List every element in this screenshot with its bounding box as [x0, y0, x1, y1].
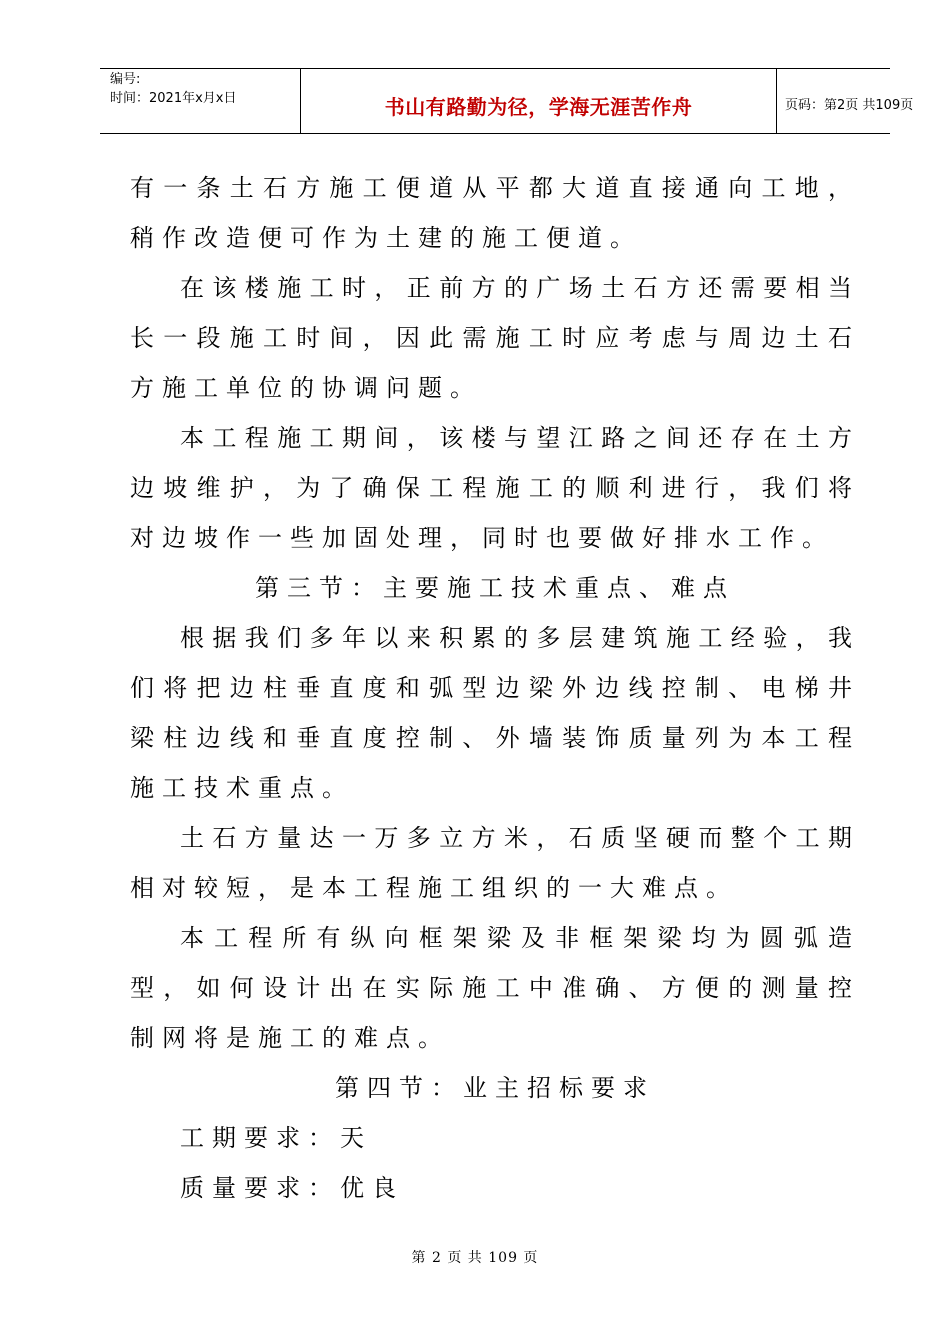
- body-paragraph: 土石方量达一万多立方米，石质坚硬而整个工期相对较短，是本工程施工组织的一大难点。: [130, 824, 860, 902]
- body-paragraph: 工期要求：天: [180, 1124, 372, 1152]
- body-paragraph: 本工程施工期间，该楼与望江路之间还存在土方边坡维护，为了确保工程施工的顺利进行，我们将对边坡作一些加固处理，同时也要做好排水工作。: [130, 424, 860, 552]
- body-paragraph: 本工程所有纵向框架梁及非框架梁均为圆弧造型，如何设计出在实际施工中准确、方便的测量控制网将是施工的难点。: [130, 924, 860, 1052]
- page-footer: 第 2 页 共 109 页: [411, 1250, 539, 1266]
- page-header: [100, 68, 914, 134]
- header-page-info: 页码：第2页 共109页: [785, 98, 914, 113]
- code-label: 编号:: [110, 72, 141, 87]
- body-paragraph: 在该楼施工时，正前方的广场土石方还需要相当长一段施工时间，因此需施工时应考虑与周边土石方施工单位的协调问题。: [130, 274, 860, 402]
- header-middle-cell: [301, 69, 777, 133]
- body-paragraph: 质量要求：优良: [180, 1174, 404, 1202]
- document-body: [130, 163, 860, 1213]
- section-heading: 第三节：主要施工技术重点、难点: [255, 574, 735, 602]
- body-paragraph: 根据我们多年以来积累的多层建筑施工经验，我们将把边柱垂直度和弧型边梁外边线控制、电梯井梁柱边线和垂直度控制、外墙装饰质量列为本工程施工技术重点。: [130, 624, 860, 802]
- header-motto: 书山有路勤为径，学海无涯苦作舟: [384, 95, 693, 119]
- header-right-cell: [777, 69, 914, 133]
- header-left-cell: [100, 69, 301, 133]
- body-paragraph: 有一条土石方施工便道从平都大道直接通向工地，稍作改造便可作为土建的施工便道。: [130, 174, 860, 252]
- time-label: 时间：2021年x月x日: [110, 91, 237, 106]
- section-heading: 第四节：业主招标要求: [335, 1074, 655, 1102]
